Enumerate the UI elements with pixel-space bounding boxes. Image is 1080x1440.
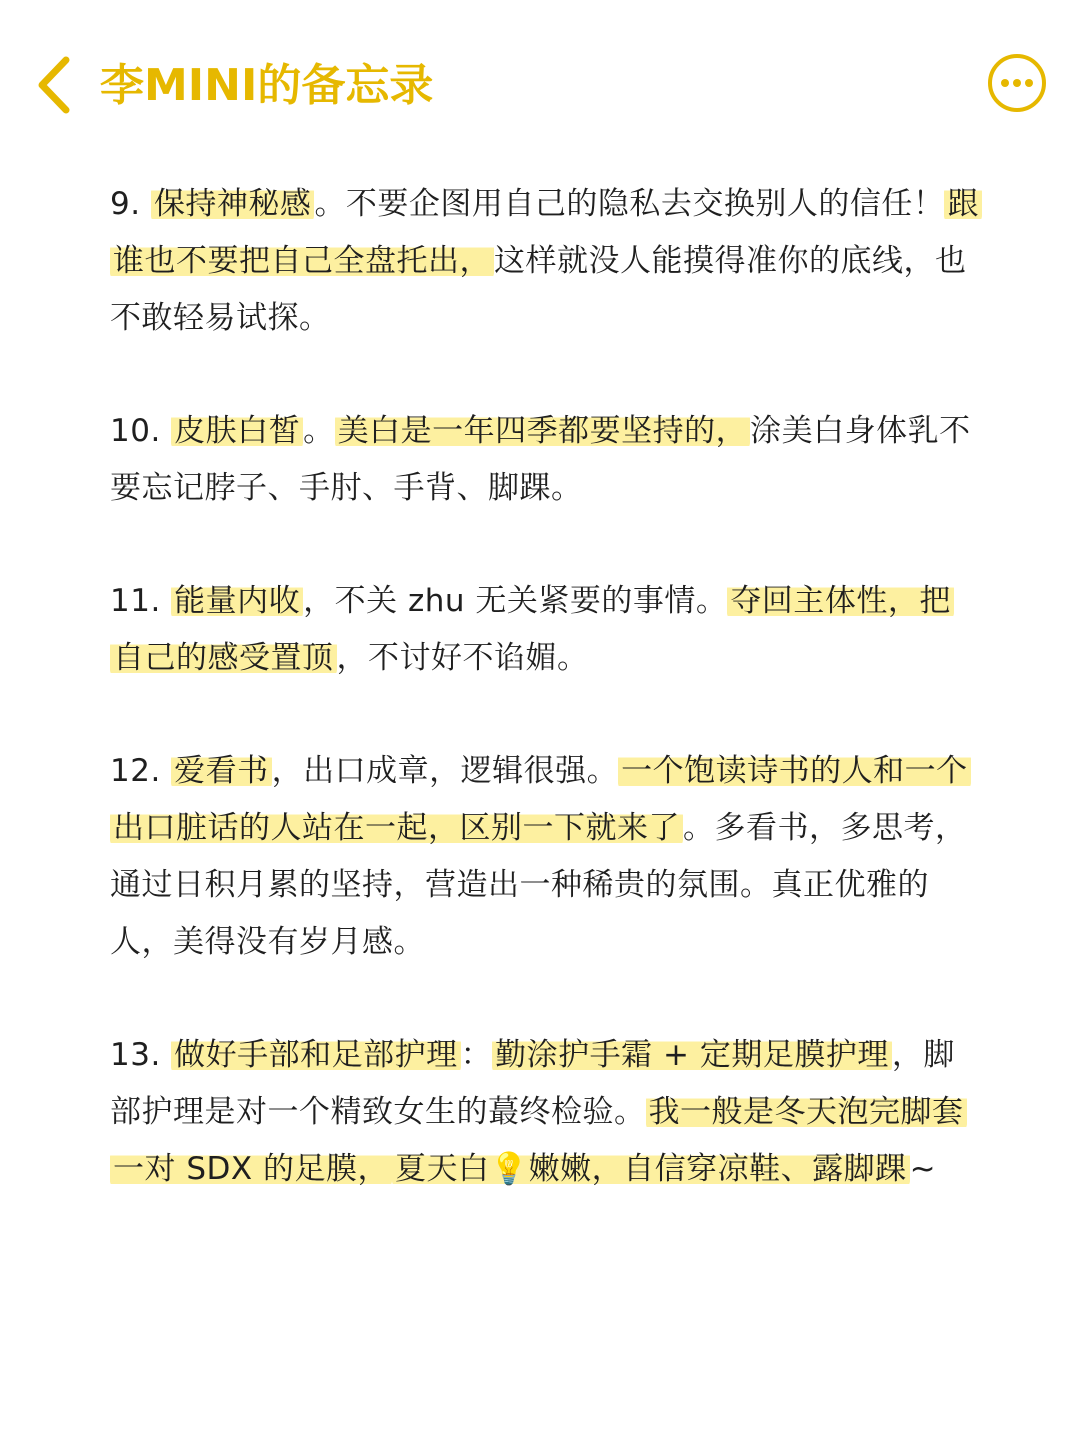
highlighted-text: 美白是一年四季都要坚持的， <box>335 413 751 449</box>
note-content <box>110 176 980 1254</box>
highlighted-text: 皮肤白皙 <box>171 413 303 449</box>
note-item <box>110 573 980 687</box>
highlighted-text: 夏天白💡嫩嫩，自信穿凉鞋、露脚踝 <box>392 1151 910 1187</box>
note-text: 这样就没人能摸得准你的底线，也不敢轻易试探。 <box>110 243 967 336</box>
note-number: 11. <box>110 583 172 619</box>
note-text: 涂美白身体乳不要忘记脖子、手肘、手背、脚踝。 <box>110 413 971 506</box>
note-text: ，不关 zhu 无关紧要的事情。 <box>303 583 728 619</box>
highlighted-text: 爱看书 <box>171 753 272 789</box>
note-number: 12. <box>110 753 172 789</box>
note-text: ，不讨好不谄媚。 <box>336 640 589 676</box>
highlighted-text: 能量内收 <box>171 583 303 619</box>
more-horizontal-icon <box>986 52 1048 114</box>
chevron-left-icon <box>28 50 88 120</box>
highlighted-text: 我一般是冬天泡完脚套一对 SDX 的足膜， <box>110 1094 967 1187</box>
note-item <box>110 743 980 971</box>
note-text: ~ <box>909 1151 937 1187</box>
note-item <box>110 176 980 347</box>
more-button[interactable] <box>986 52 1048 114</box>
note-text: ，出口成章，逻辑很强。 <box>271 753 619 789</box>
note-text: ，脚部护理是对一个精致女生的蕞终检验。 <box>110 1037 955 1130</box>
note-number: 13. <box>110 1037 172 1073</box>
highlighted-text: 跟谁也不要把自己全盘托出， <box>110 186 982 279</box>
note-number: 10. <box>110 413 172 449</box>
note-text: 。多看书，多思考，通过日积月累的坚持，营造出一种稀贵的氛围。真正优雅的人，美得没有岁月感。 <box>110 810 967 960</box>
note-number: 9. <box>110 186 151 222</box>
highlighted-text: 做好手部和足部护理 <box>171 1037 461 1073</box>
highlighted-text: 一个饱读诗书的人和一个出口脏话的人站在一起，区别一下就来了 <box>110 753 971 846</box>
note-text: ： <box>460 1037 493 1073</box>
highlighted-text: 勤涂护手霜 + 定期足膜护理 <box>492 1037 892 1073</box>
header <box>0 0 1080 170</box>
note-text: 。不要企图用自己的隐私去交换别人的信任！ <box>314 186 945 222</box>
note-item <box>110 403 980 517</box>
page-title: 李MINI的备忘录 <box>100 60 434 111</box>
note-text: 。 <box>303 413 335 449</box>
back-button[interactable] <box>28 50 88 120</box>
highlighted-text: 夺回主体性，把自己的感受置顶 <box>110 583 954 676</box>
highlighted-text: 保持神秘感 <box>151 186 315 222</box>
note-item <box>110 1027 980 1198</box>
